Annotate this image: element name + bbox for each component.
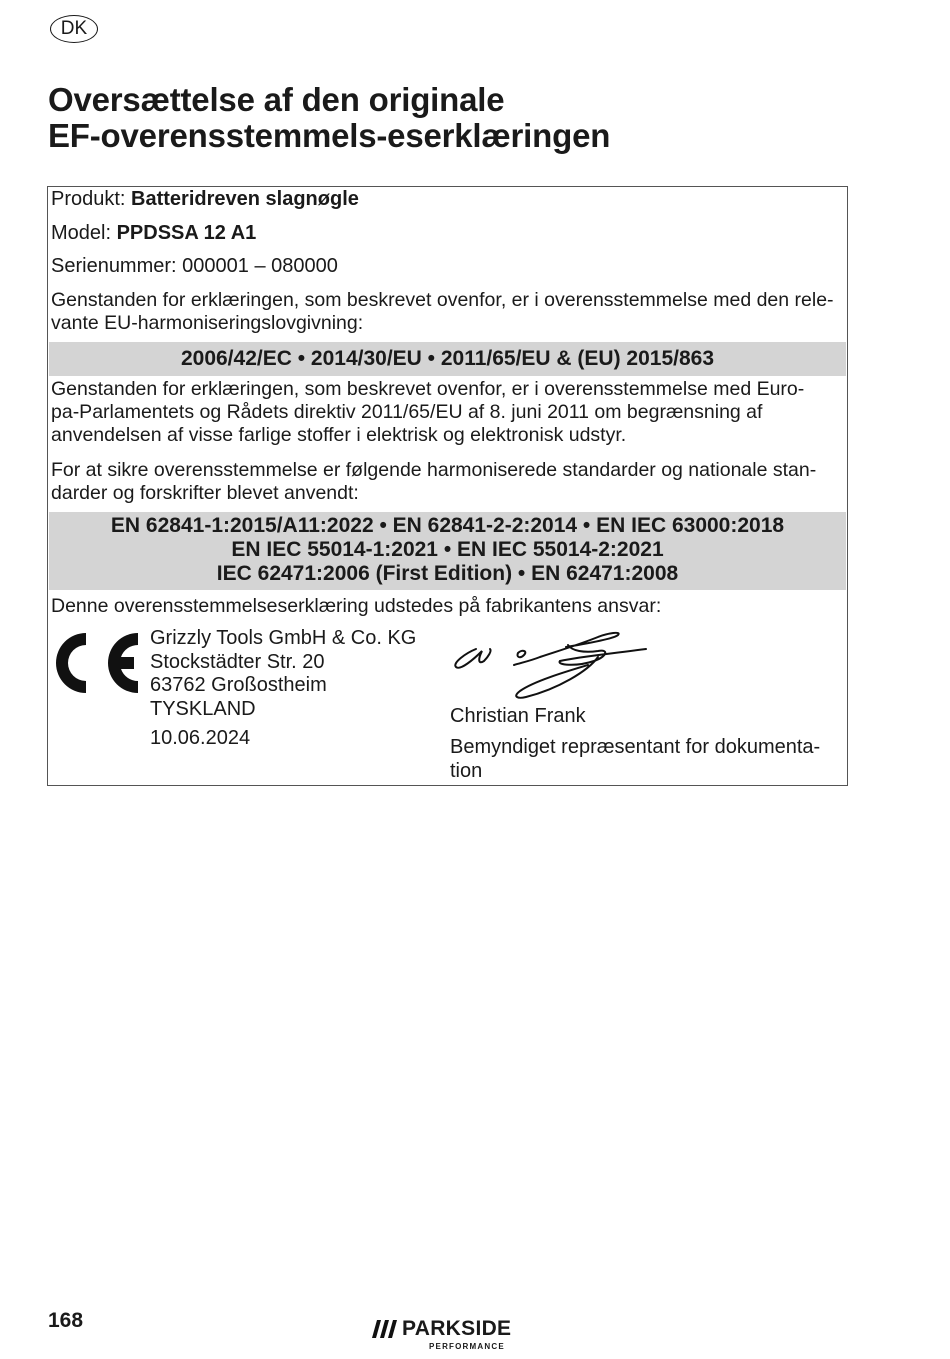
language-badge — [50, 15, 98, 43]
ce-mark-icon — [50, 630, 142, 696]
standards-line-3: IEC 62471:2006 (First Edition) • EN 62471:2008 — [216, 562, 679, 585]
language-code: DK — [60, 18, 88, 39]
declaration-box — [47, 186, 848, 786]
parkside-logo — [372, 1317, 532, 1353]
serial-number: Serienummer: 000001 – 080000 — [51, 255, 338, 277]
page-title — [48, 82, 610, 154]
conformity-text-1: Genstanden for erklæringen, som beskrevet ovenfor, er i overensstemmelse med den rele- vante EU-harmoniseringslovgivning: — [51, 289, 834, 334]
page-number: 168 — [48, 1309, 84, 1332]
product-value: Batteridreven slagnøgle — [131, 188, 359, 210]
manufacturer-address — [150, 627, 416, 721]
standards-line-1: EN 62841-1:2015/A11:2022 • EN 62841-2-2:2014 • EN IEC 63000:2018 — [110, 514, 785, 537]
signer-role: Bemyndiget repræsentant for dokumenta- tion — [450, 736, 821, 782]
signer-name: Christian Frank — [450, 705, 586, 727]
model-row — [51, 222, 844, 245]
title-line-1: Oversættelse af den originale — [48, 81, 505, 118]
manufacturer-city: 63762 Großostheim — [150, 674, 327, 696]
product-label: Produkt: — [51, 188, 132, 210]
standards-intro: For at sikre overensstemmelse er følgende harmoniserede standarder og nationale stan- darder og forskrifter blevet anvendt: — [51, 459, 817, 504]
model-value: PPDSSA 12 A1 — [116, 222, 257, 244]
brand-stripes-icon — [372, 1320, 398, 1338]
product-row — [51, 188, 844, 211]
standards-line-2: EN IEC 55014-1:2021 • EN IEC 55014-2:2021 — [231, 538, 664, 561]
signature-image — [448, 627, 658, 702]
model-label: Model: — [51, 222, 117, 244]
title-line-2: EF-overensstemmels-eserklæringen — [48, 117, 611, 154]
responsibility-text: Denne overensstemmelseserklæring udstedes på fabrikantens ansvar: — [51, 595, 662, 617]
directives-list: 2006/42/EC • 2014/30/EU • 2011/65/EU & (EU) 2015/863 — [180, 347, 715, 370]
brand-name: PARKSIDE — [402, 1317, 512, 1340]
conformity-text-2: Genstanden for erklæringen, som beskrevet ovenfor, er i overensstemmelse med Euro- pa-Parlamentets og Rådets direktiv 2011/65/EU af 8. juni 2011 om begrænsning af anvendelsen af visse farlige stoffer i elektrisk og elektronisk udstyr. — [51, 378, 805, 446]
standards-band — [49, 512, 846, 590]
manufacturer-country: TYSKLAND — [150, 697, 256, 720]
manufacturer-street: Stockstädter Str. 20 — [150, 650, 325, 673]
directives-band — [49, 342, 846, 376]
brand-subline: PERFORMANCE — [429, 1342, 505, 1351]
declaration-date: 10.06.2024 — [150, 727, 251, 749]
manufacturer-name: Grizzly Tools GmbH & Co. KG — [150, 627, 417, 649]
